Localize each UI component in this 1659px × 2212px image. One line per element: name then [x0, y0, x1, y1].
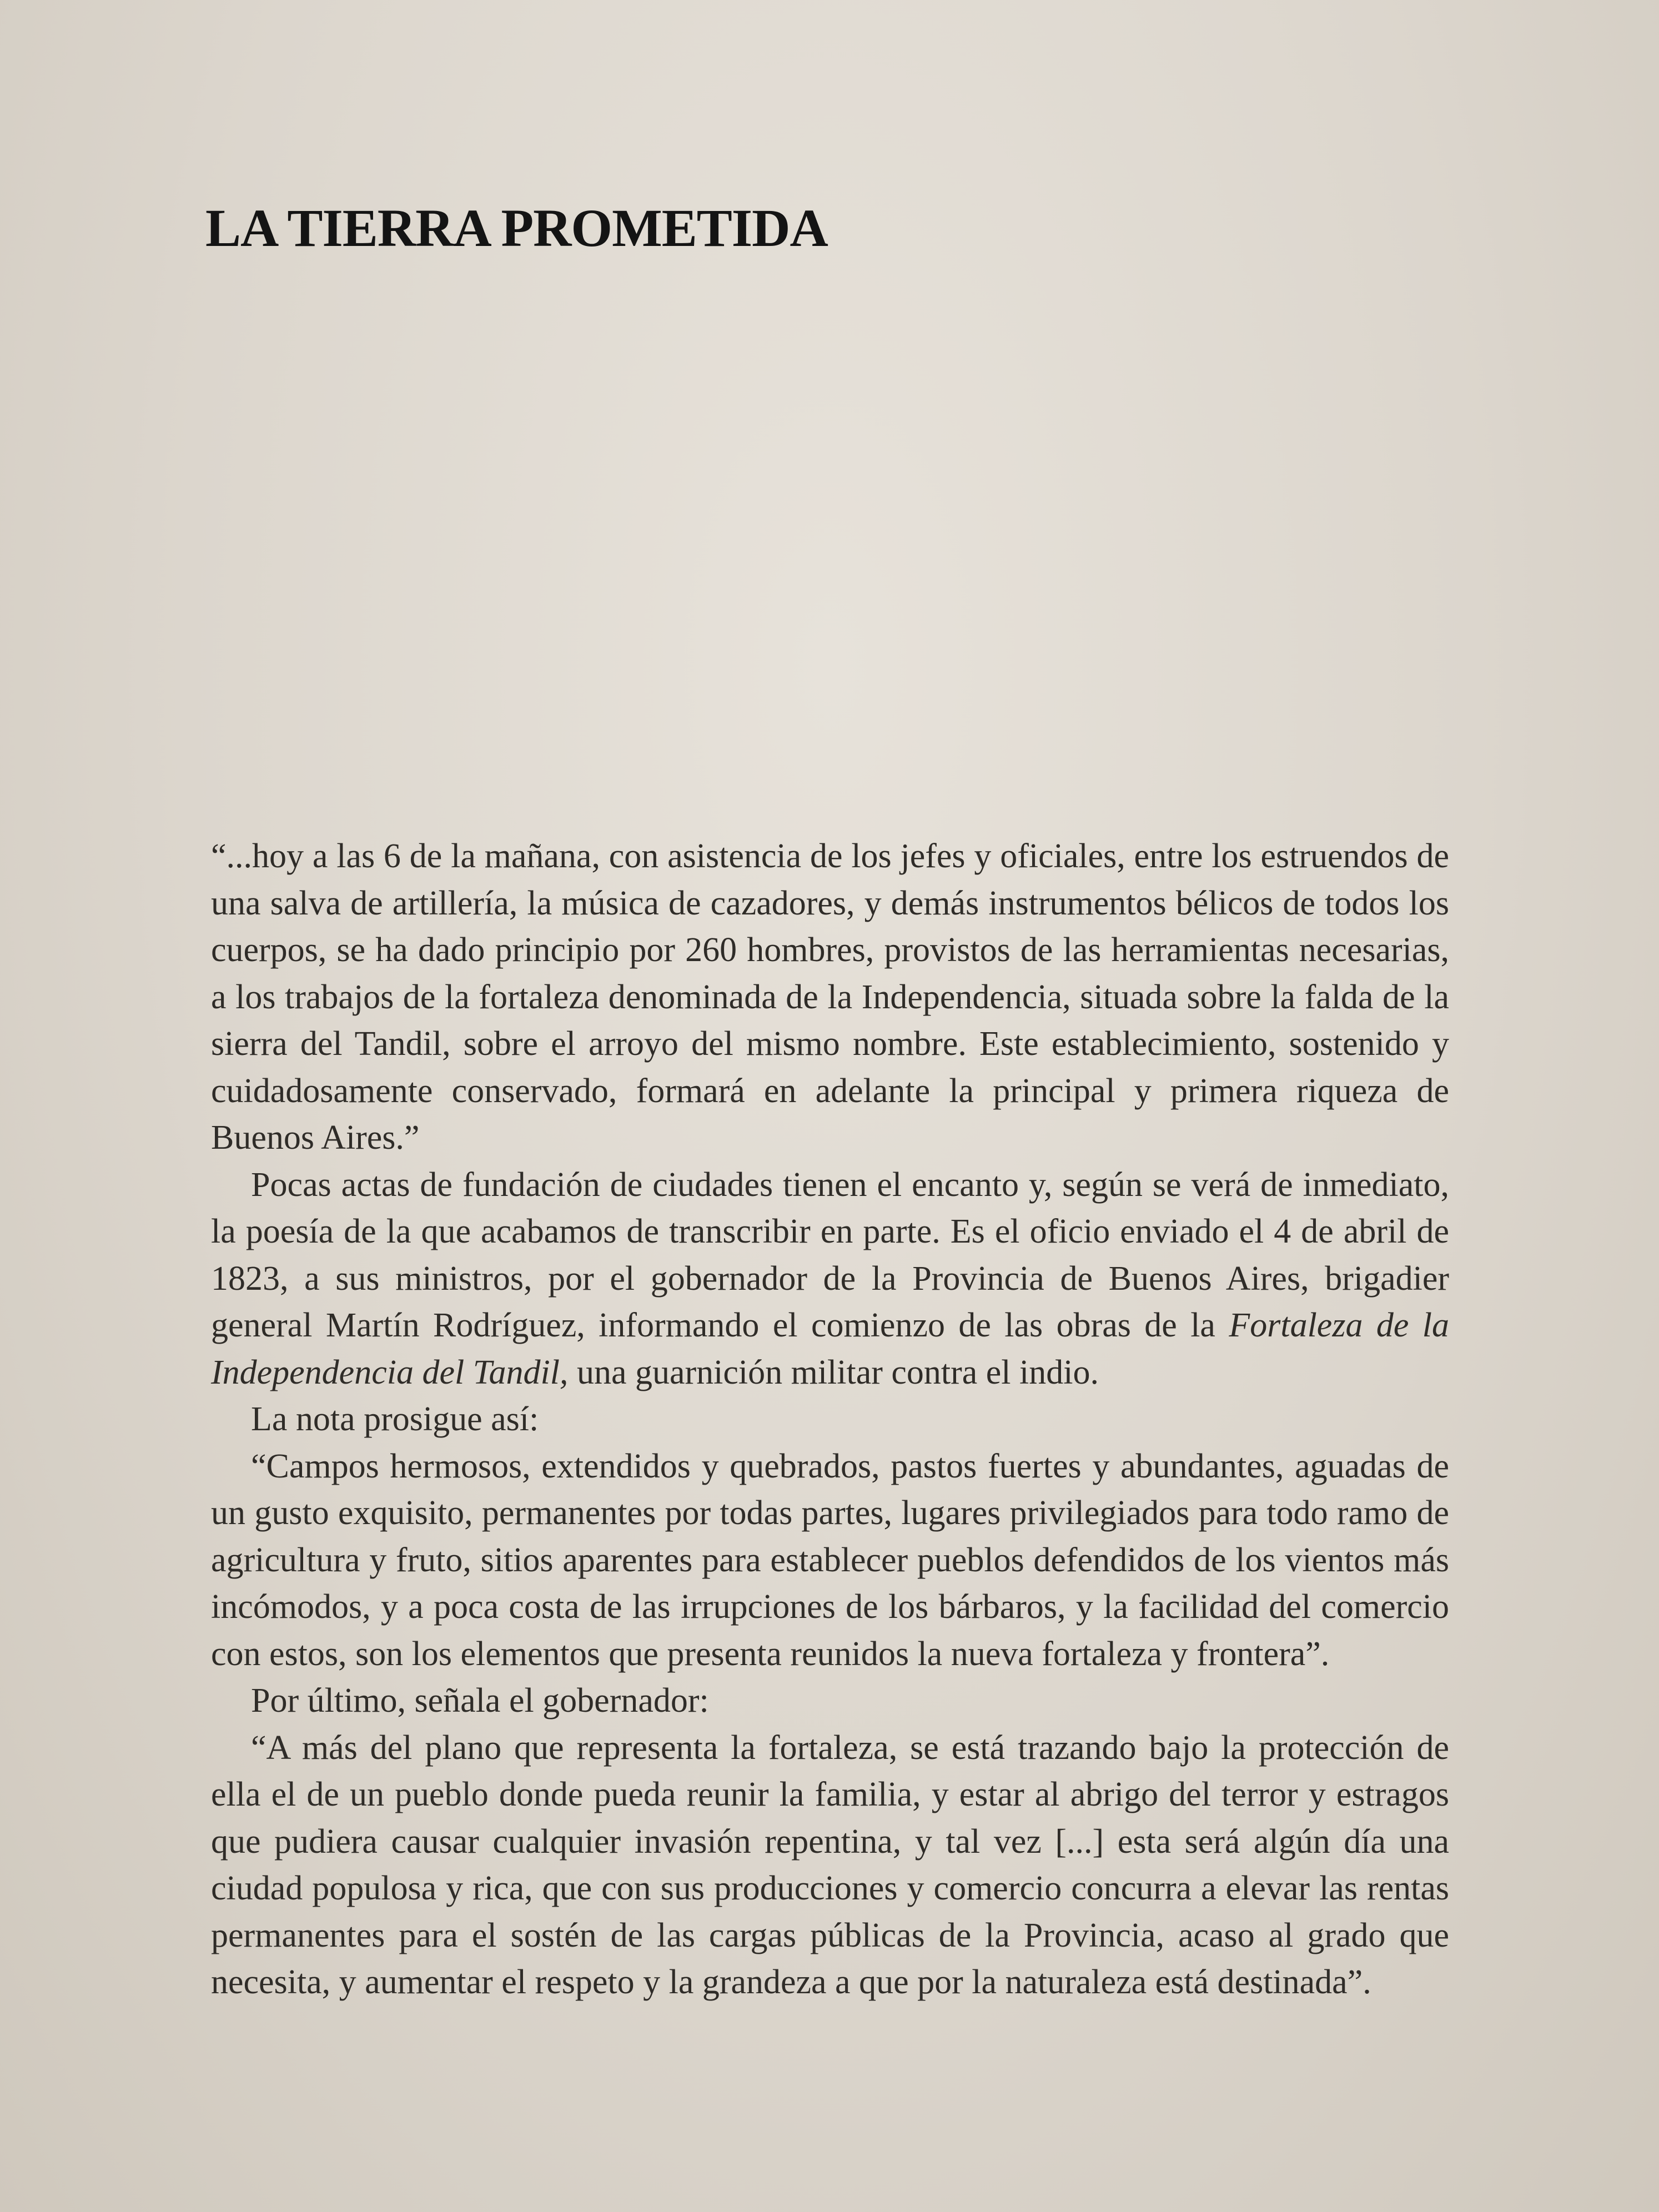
- chapter-title: LA TIERRA PROMETIDA: [205, 198, 828, 258]
- paragraph-note-continues: La nota prosigue así:: [251, 1400, 539, 1438]
- fortress-name-italic: Fortaleza de la Independencia del Tandil,: [211, 1306, 1449, 1391]
- paragraph-quote-fields: “Campos hermosos, extendidos y quebrados, pastos fuertes y abundantes, aguadas de un gusto exquisito, permanentes por todas partes, lugares privilegiados para todo ramo de agricultura y fruto, sitios aparentes para establecer pueblos defendidos de los vientos más incómodos, y a poca costa de las irrupciones de los bárbaros, y la facilidad del comercio con estos, son los elementos que presenta reunidos la nueva fortaleza y frontera”.: [211, 1447, 1449, 1673]
- paragraph-founding-acts-end: una guarnición militar contra el indio.: [568, 1353, 1099, 1391]
- body-text: [211, 833, 1449, 2006]
- paragraph-quote-town: “A más del plano que representa la fortaleza, se está trazando bajo la protección de ella el de un pueblo donde pueda reunir la familia, y estar al abrigo del terror y estragos que pudiera causar cualquier invasión repentina, y tal vez [...] esta será algún día una ciudad populosa y rica, que con sus producciones y comercio concurra a elevar las rentas permanentes para el sostén de las cargas públicas de la Provincia, acaso al grado que necesita, y aumentar el respeto y la grandeza a que por la naturaleza está destinada”.: [211, 1728, 1449, 2001]
- paragraph-quote-founding: “...hoy a las 6 de la mañana, con asistencia de los jefes y oficiales, entre los estruendos de una salva de artillería, la música de cazadores, y demás instrumentos bélicos de todos los cuerpos, se ha dado principio por 260 hombres, provistos de las herramientas necesarias, a los trabajos de la fortaleza denominada de la Independencia, situada sobre la falda de la sierra del Tandil, sobre el arroyo del mismo nombre. Este establecimiento, sostenido y cuidadosamente conservado, formará en adelante la principal y primera riqueza de Buenos Aires.”: [211, 837, 1449, 1157]
- paragraph-founding-acts-start: Pocas actas de fundación de ciudades tienen el encanto y, según se verá de inmediato, la poesía de la que acabamos de transcribir en parte. Es el oficio enviado el 4 de abril de 1823, a sus ministros, por el gobernador de la Provincia de Buenos Aires, brigadier general Martín Rodríguez, informando el comienzo de las obras de la: [211, 1165, 1449, 1344]
- paragraph-governor-notes: Por último, señala el gobernador:: [251, 1682, 709, 1720]
- paragraph-founding-acts: [211, 1162, 1449, 1396]
